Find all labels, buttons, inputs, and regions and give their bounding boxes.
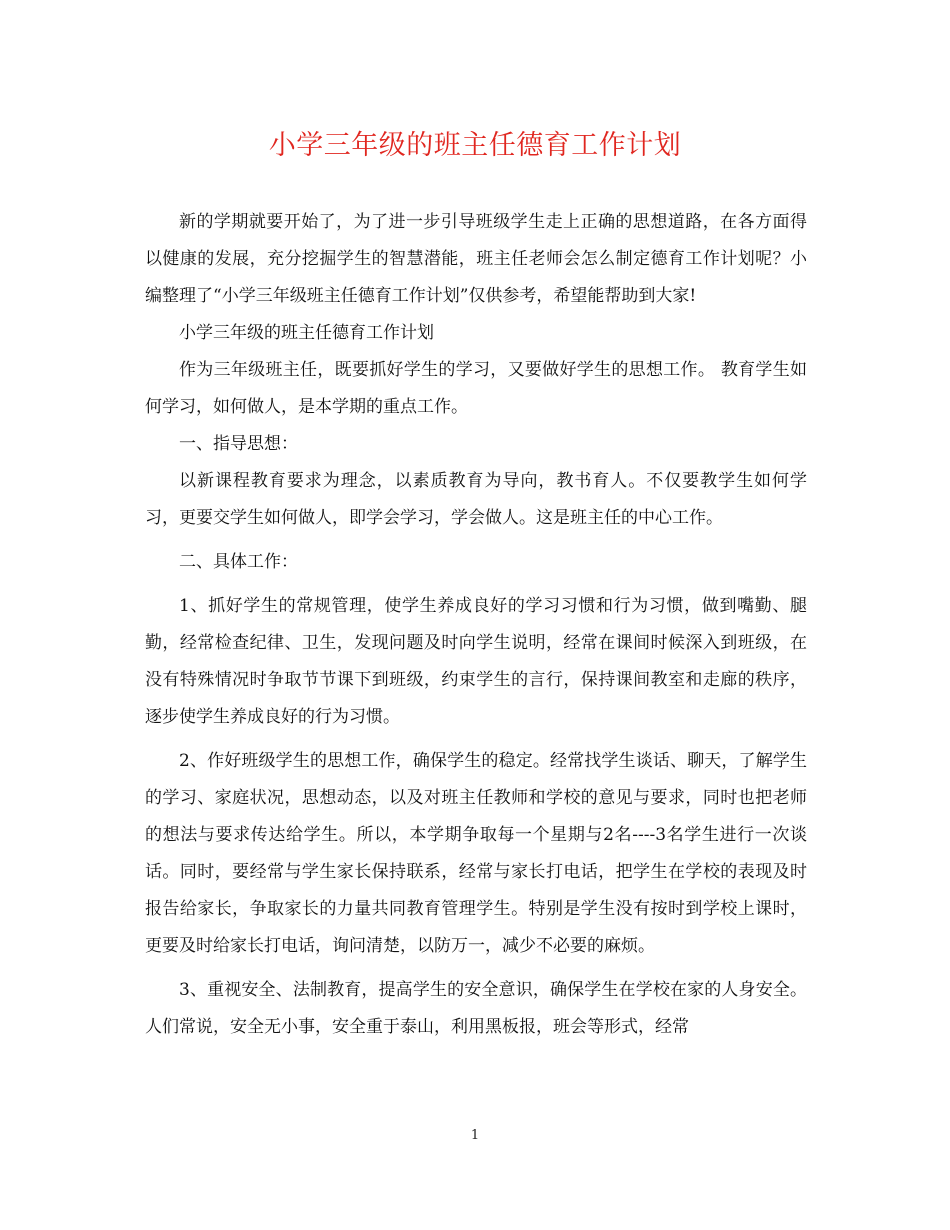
document-body: [145, 204, 807, 1046]
work-item-3-paragraph: 3、重视安全、法制教育，提高学生的安全意识，确保学生在学校在家的人身安全。人们常说，安全无小事，安全重于泰山，利用黑板报，班会等形式，经常: [145, 980, 807, 1037]
section-heading-specific-work: 二、具体工作：: [179, 552, 298, 572]
work-item-2-paragraph: 2、作好班级学生的思想工作，确保学生的稳定。经常找学生谈话、聊天，了解学生的学习、家庭状况，思想动态，以及对班主任教师和学校的意见与要求，同时也把老师的想法与要求传达给学生。所以，本学期争取每一个星期与2名----3名学生进行一次谈话。同时，要经常与学生家长保持联系，经常与家长打电话，把学生在学校的表现及时报告给家长，争取家长的力量共同教育管理学生。特别是学生没有按时到学校上课时，更要及时给家长打电话，询问清楚，以防万一，减少不必要的麻烦。: [145, 751, 807, 956]
guiding-thought-paragraph: 以新课程教育要求为理念，以素质教育为导向，教书育人。不仅要教学生如何学习，更要交学生如何做人，即学会学习，学会做人。这是班主任的中心工作。: [145, 471, 807, 528]
subtitle-paragraph: 小学三年级的班主任德育工作计划: [179, 323, 434, 343]
intro-paragraph: 新的学期就要开始了，为了进一步引导班级学生走上正确的思想道路，在各方面得以健康的发展，充分挖掘学生的智慧潜能，班主任老师会怎么制定德育工作计划呢？小编整理了“小学三年级班主任德育工作计划”仅供参考，希望能帮助到大家!: [145, 212, 807, 306]
work-item-1-paragraph: 1、抓好学生的常规管理，使学生养成良好的学习习惯和行为习惯，做到嘴勤、腿勤，经常检查纪律、卫生，发现问题及时向学生说明，经常在课间时候深入到班级，在没有特殊情况时争取节节课下到班级，约束学生的言行，保持课间教室和走廊的秩序，逐步使学生养成良好的行为习惯。: [145, 596, 807, 727]
section-heading-guiding-thought: 一、指导思想：: [179, 434, 298, 454]
overview-paragraph: 作为三年级班主任，既要抓好学生的学习，又要做好学生的思想工作。 教育学生如何学习，如何做人，是本学期的重点工作。: [145, 360, 807, 417]
document-title: 小学三年级的班主任德育工作计划: [268, 130, 682, 161]
page-number: 1: [470, 1128, 480, 1143]
